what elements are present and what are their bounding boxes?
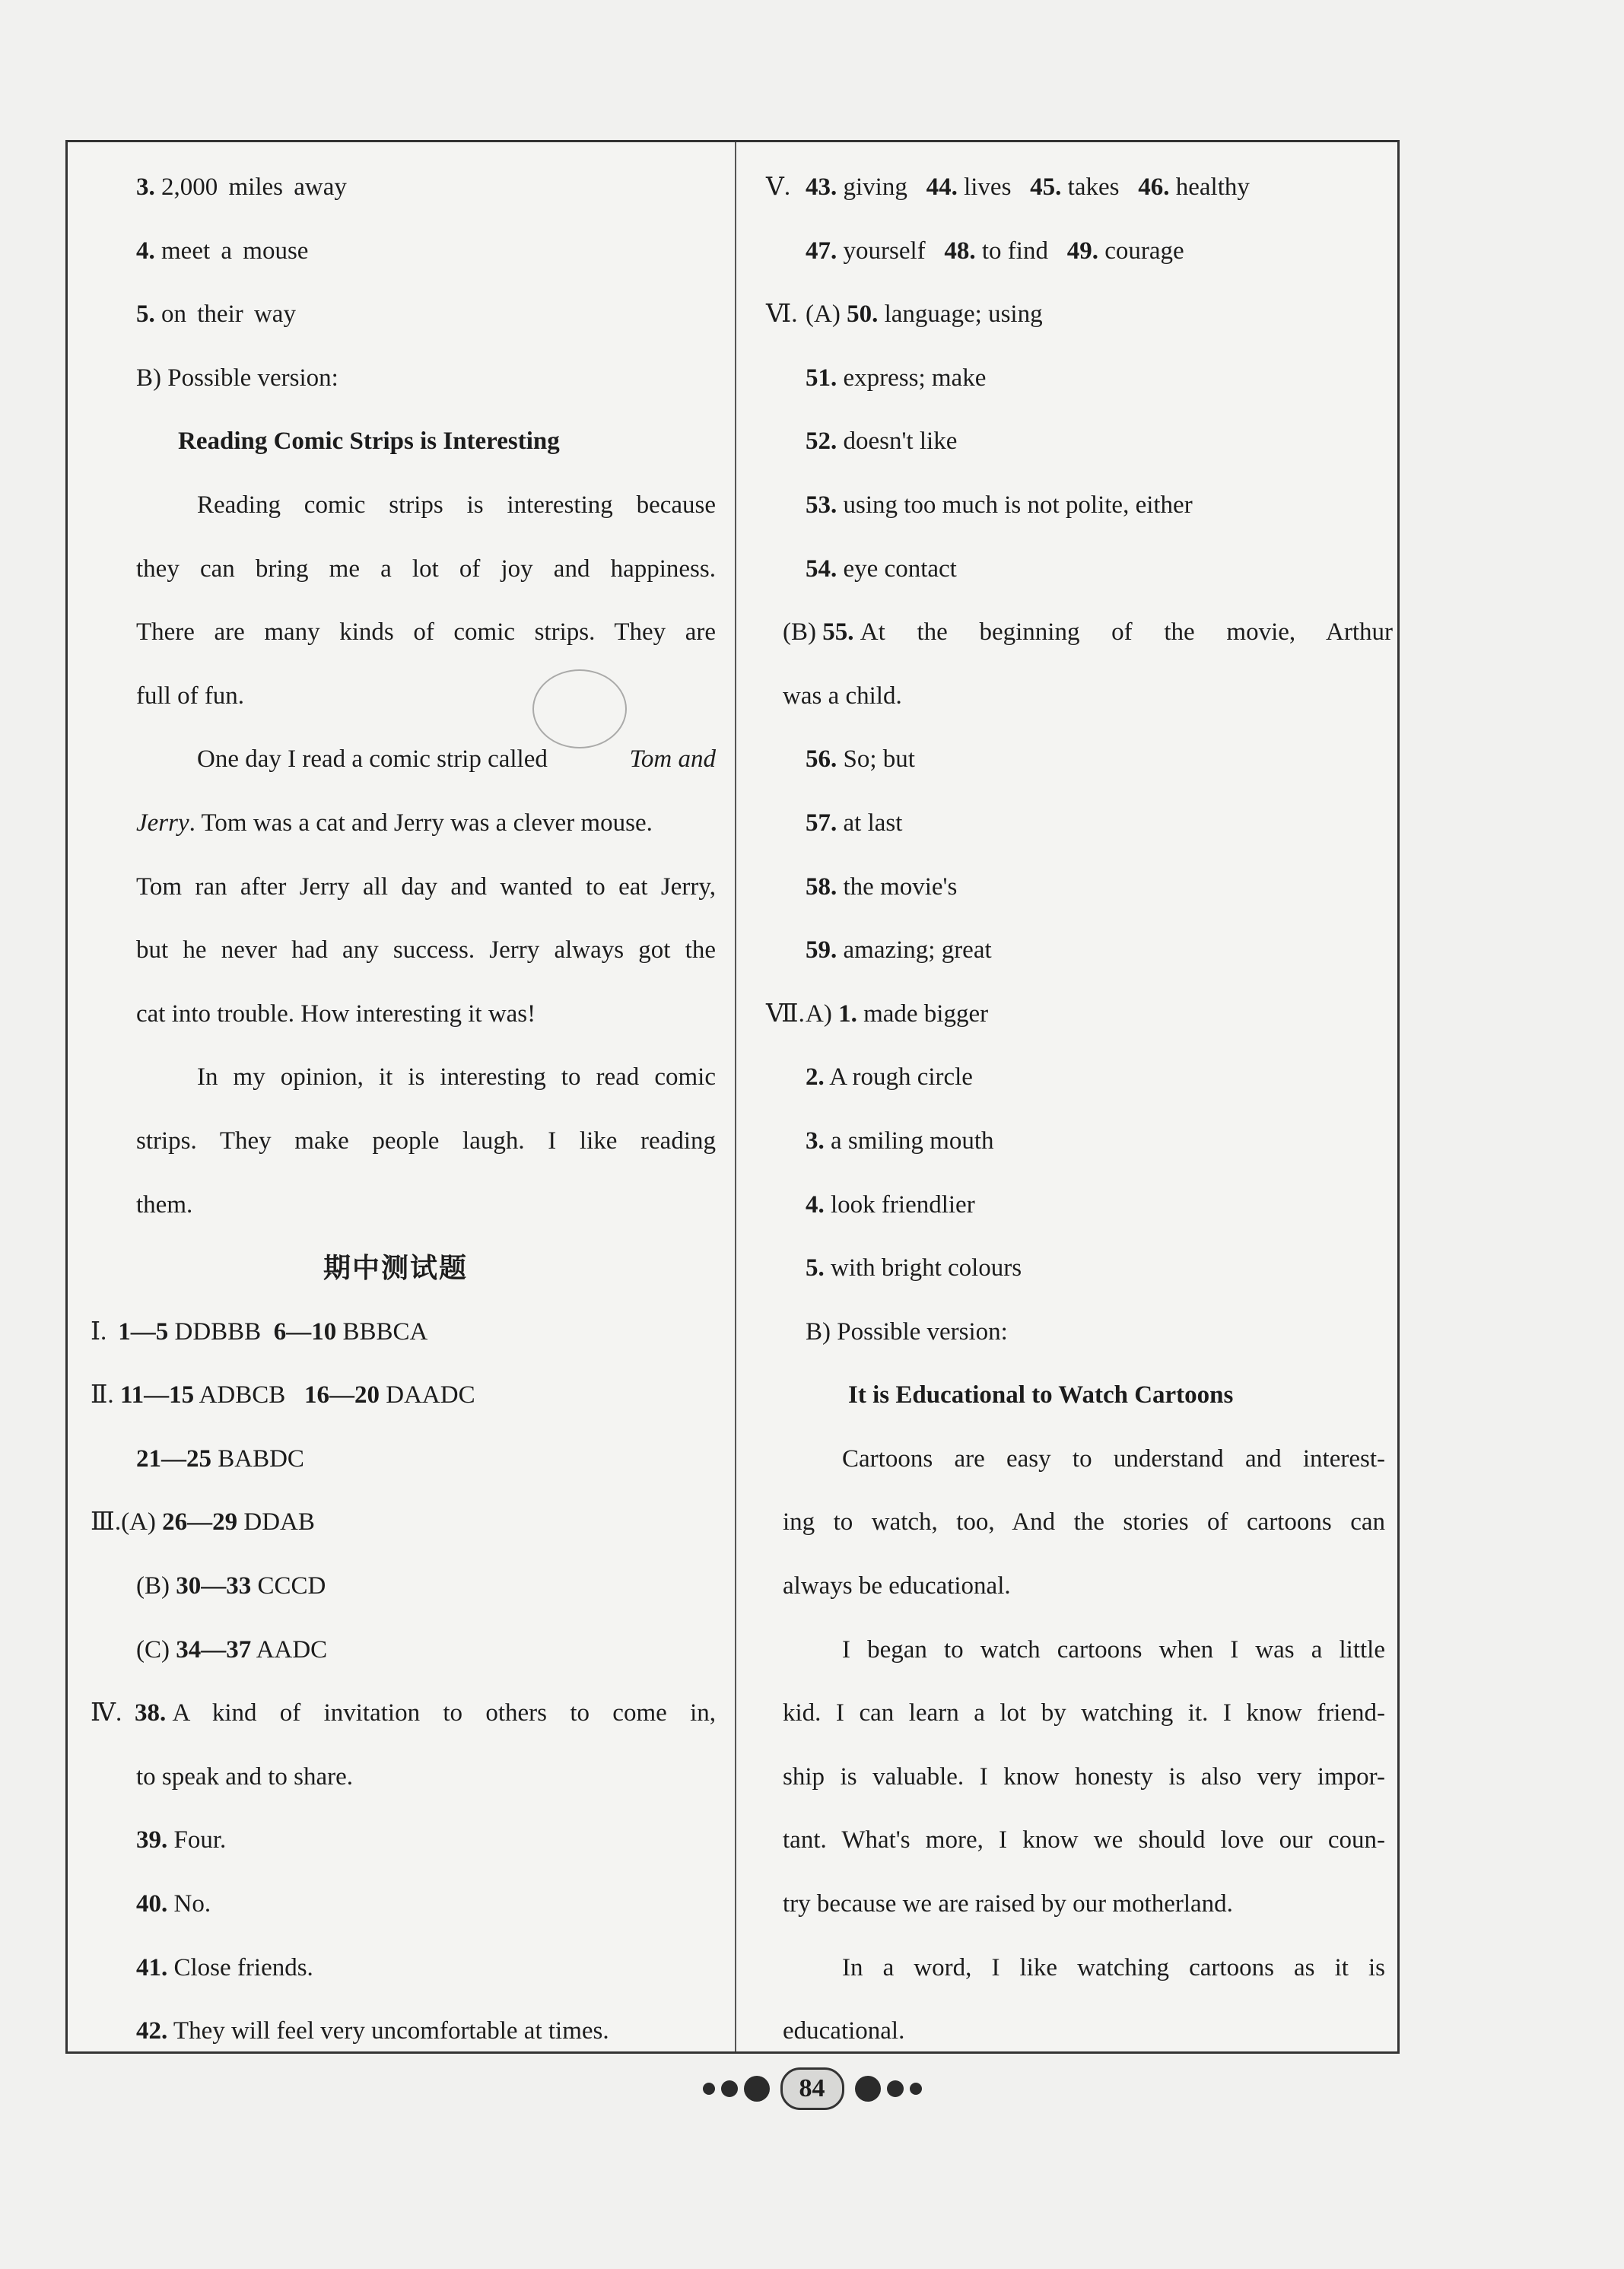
item-number: 39. (136, 1826, 168, 1854)
answer-text: express; make (843, 364, 987, 392)
essay-line: try because we are raised by our motherland. (783, 1890, 1233, 1918)
decorative-dot (887, 2080, 904, 2097)
essay-line: Cartoons are easy to understand and interest- (842, 1444, 1385, 1473)
decorative-dot (721, 2080, 738, 2097)
item-range: 16—20 (304, 1381, 380, 1409)
answer-text: DAADC (386, 1381, 475, 1409)
item-range: 1—5 (118, 1317, 169, 1346)
item-number: 43. (806, 173, 837, 201)
essay-line: kid. I can learn a lot by watching it. I know friend- (783, 1699, 1385, 1727)
answer-text: ADBCB (199, 1381, 286, 1409)
faint-stamp-mark (532, 669, 627, 748)
decorative-dot (910, 2083, 922, 2095)
item-number: 45. (1030, 173, 1062, 201)
part-label: (A) (121, 1508, 156, 1537)
answer-line (68, 1491, 723, 1555)
answer-line (743, 538, 1397, 602)
item-number: 4. (136, 237, 155, 265)
page-number: 84 (780, 2067, 844, 2110)
essay-title: Reading Comic Strips is Interesting (178, 427, 560, 456)
item-number: 53. (806, 491, 837, 519)
page-footer (0, 2066, 1624, 2112)
answer-page-frame (65, 140, 1400, 2054)
answer-text: takes (1067, 173, 1120, 201)
answer-line (68, 283, 723, 347)
essay-line: cat into trouble. How interesting it was! (136, 999, 536, 1028)
item-number: 55. (822, 618, 854, 647)
answer-text: at last (843, 809, 903, 837)
answer-text: made bigger (863, 999, 989, 1028)
essay-line: I began to watch cartoons when I was a little (842, 1635, 1385, 1664)
answer-line (743, 156, 1397, 220)
item-number: 41. (136, 1953, 168, 1981)
essay-line: educational. (783, 2017, 905, 2045)
item-number: 51. (806, 364, 837, 392)
item-number: 40. (136, 1890, 168, 1918)
answer-line (68, 1873, 723, 1937)
answer-text: They will feel very uncomfortable at times. (173, 2017, 609, 2045)
answer-text: DDBBB (174, 1317, 262, 1346)
part-label: (A) (806, 300, 841, 329)
answer-text: courage (1104, 237, 1184, 265)
answer-text: a smiling mouth (831, 1127, 994, 1155)
answer-text: the movie's (843, 872, 958, 901)
item-number: 3. (806, 1127, 825, 1155)
part-label: (C) (136, 1635, 170, 1664)
decorative-dot (855, 2076, 881, 2102)
item-number: 46. (1138, 173, 1170, 201)
item-number: 54. (806, 555, 837, 583)
answer-text: doesn't like (843, 427, 958, 456)
answer-line (743, 856, 1397, 920)
answer-text: using too much is not polite, either (843, 491, 1193, 519)
item-range: 6—10 (273, 1317, 337, 1346)
part-label: (B) (136, 1572, 170, 1600)
answer-line (68, 220, 723, 284)
answer-text: No. (173, 1890, 211, 1918)
answer-line (68, 1364, 723, 1428)
part-label: A) (806, 999, 832, 1028)
decorative-dot (744, 2076, 770, 2102)
essay-line: In a word, I like watching cartoons as it is (842, 1953, 1385, 1981)
item-number: 58. (806, 872, 837, 901)
answer-text: with bright colours (831, 1254, 1022, 1282)
answer-line (743, 792, 1397, 856)
answer-line: was a child. (783, 682, 902, 710)
answer-text: yourself (843, 237, 926, 265)
roman-numeral: Ⅱ. (91, 1381, 114, 1409)
essay-title: It is Educational to Watch Cartoons (848, 1381, 1234, 1409)
answer-line (743, 1110, 1397, 1174)
item-number: 57. (806, 809, 837, 837)
item-number: 49. (1066, 237, 1098, 265)
essay-line: ing to watch, too, And the stories of cartoons can (783, 1508, 1385, 1537)
answer-text: giving (843, 173, 907, 201)
essay-line: they can bring me a lot of joy and happiness. (136, 555, 716, 583)
answer-line (743, 283, 1397, 347)
roman-numeral: Ⅶ. (766, 999, 805, 1028)
answer-text: language; using (884, 300, 1043, 329)
essay-italic: Tom and (629, 745, 716, 774)
left-column (68, 156, 723, 2064)
item-number: 1. (838, 999, 857, 1028)
answer-text: meet a mouse (161, 237, 309, 265)
decorative-dot (703, 2083, 715, 2095)
answer-text: Close friends. (173, 1953, 313, 1981)
essay-line (68, 728, 723, 792)
item-number: 3. (136, 173, 155, 201)
essay-line: In my opinion, it is interesting to read comic (197, 1063, 716, 1092)
answer-line (743, 1237, 1397, 1301)
answer-line (743, 728, 1397, 792)
answer-line (743, 220, 1397, 284)
answer-line (743, 983, 1397, 1047)
answer-line (68, 156, 723, 220)
essay-line: ship is valuable. I know honesty is also very impor- (783, 1762, 1385, 1791)
essay-line: but he never had any success. Jerry always got the (136, 936, 716, 964)
answer-text: Four. (173, 1826, 227, 1854)
essay-italic: Jerry (136, 809, 189, 837)
roman-numeral: Ⅰ. (91, 1317, 107, 1346)
item-number: 38. (135, 1699, 167, 1727)
right-column (743, 156, 1397, 2064)
answer-text: look friendlier (831, 1190, 975, 1219)
answer-text: healthy (1175, 173, 1250, 201)
answer-text: At the beginning of the movie, Arthur (860, 618, 1393, 647)
answer-line (68, 1937, 723, 2000)
answer-line (68, 2000, 723, 2064)
answer-line (68, 1809, 723, 1873)
item-range: 11—15 (119, 1381, 195, 1409)
answer-line (743, 347, 1397, 411)
essay-line: them. (136, 1190, 193, 1219)
answer-line (743, 1174, 1397, 1238)
part-label: (B) (783, 618, 816, 647)
answer-text: So; but (843, 745, 915, 774)
roman-numeral: Ⅴ. (766, 173, 791, 201)
item-range: 30—33 (176, 1572, 252, 1600)
answer-line (68, 1428, 723, 1492)
answer-text: eye contact (843, 555, 957, 583)
essay-line: strips. They make people laugh. I like reading (136, 1127, 716, 1155)
item-number: 44. (926, 173, 958, 201)
answer-line (68, 1682, 723, 1746)
essay-line: Tom ran after Jerry all day and wanted to eat Jerry, (136, 872, 716, 901)
answer-text: A rough circle (829, 1063, 973, 1092)
answer-text: BBBCA (342, 1317, 428, 1346)
item-range: 21—25 (136, 1444, 211, 1473)
essay-line: There are many kinds of comic strips. They are (136, 618, 716, 647)
item-range: 26—29 (162, 1508, 238, 1537)
item-number: 59. (806, 936, 837, 964)
answer-text: DDAB (243, 1508, 315, 1537)
answer-line (743, 410, 1397, 474)
essay-text: One day I read a comic strip called (197, 745, 548, 774)
item-number: 5. (806, 1254, 825, 1282)
essay-line: Reading comic strips is interesting because (197, 491, 716, 519)
possible-version-label: B) Possible version: (136, 364, 338, 392)
item-range: 34—37 (176, 1635, 252, 1664)
answer-line (743, 474, 1397, 538)
answer-text: A kind of invitation to others to come in, (172, 1699, 716, 1727)
item-number: 5. (136, 300, 155, 329)
answer-text: BABDC (218, 1444, 304, 1473)
roman-numeral: Ⅲ. (91, 1508, 122, 1537)
column-divider (735, 142, 736, 2051)
item-number: 4. (806, 1190, 825, 1219)
essay-line (68, 792, 723, 856)
possible-version-label: B) Possible version: (806, 1317, 1008, 1346)
item-number: 50. (847, 300, 879, 329)
item-number: 48. (944, 237, 976, 265)
answer-text: 2,000 miles away (161, 173, 347, 201)
essay-line: full of fun. (136, 682, 245, 710)
answer-text: AADC (256, 1635, 328, 1664)
item-number: 42. (136, 2017, 168, 2045)
answer-line (68, 1555, 723, 1619)
answer-line (68, 1619, 723, 1683)
roman-numeral: Ⅵ. (766, 300, 798, 329)
answer-line (743, 919, 1397, 983)
answer-text: on their way (161, 300, 296, 329)
item-number: 47. (806, 237, 837, 265)
answer-line (743, 1046, 1397, 1110)
item-number: 2. (806, 1063, 825, 1092)
answer-line (68, 1301, 723, 1365)
answer-line: to speak and to share. (136, 1762, 353, 1791)
answer-text: to find (981, 237, 1048, 265)
item-number: 56. (806, 745, 837, 774)
answer-line (743, 601, 1397, 665)
roman-numeral: Ⅳ. (91, 1699, 122, 1727)
essay-line: tant. What's more, I know we should love our coun- (783, 1826, 1385, 1854)
answer-text: lives (964, 173, 1012, 201)
section-heading: 期中测试题 (323, 1252, 468, 1285)
answer-text: CCCD (257, 1572, 326, 1600)
essay-line: always be educational. (783, 1572, 1011, 1600)
item-number: 52. (806, 427, 837, 456)
answer-text: amazing; great (843, 936, 992, 964)
essay-text: . Tom was a cat and Jerry was a clever mouse. (189, 809, 653, 837)
